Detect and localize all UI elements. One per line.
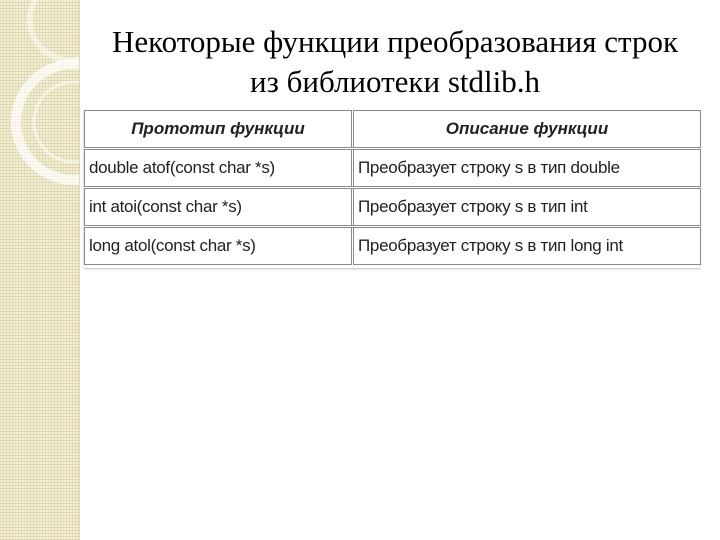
table-row bbox=[85, 227, 701, 265]
cell-description: Преобразует строку s в тип double bbox=[353, 149, 701, 188]
table-header-row bbox=[85, 111, 701, 149]
cell-prototype: int atoi(const char *s) bbox=[85, 188, 353, 227]
decorative-circles-icon bbox=[0, 0, 80, 540]
cell-prototype: long atol(const char *s) bbox=[85, 227, 353, 265]
table-row bbox=[85, 188, 701, 227]
strip-divider bbox=[79, 0, 80, 540]
slide-title bbox=[90, 22, 700, 102]
decorative-side-strip bbox=[0, 0, 80, 540]
functions-table bbox=[84, 110, 701, 265]
cell-description: Преобразует строку s в тип int bbox=[353, 188, 701, 227]
functions-table-wrapper bbox=[84, 110, 700, 268]
header-prototype: Прототип функции bbox=[85, 111, 353, 149]
table-row bbox=[85, 149, 701, 188]
header-description: Описание функции bbox=[353, 111, 701, 149]
cell-prototype: double atof(const char *s) bbox=[85, 149, 353, 188]
title-line-1: Некоторые функции преобразования строк bbox=[111, 24, 679, 59]
title-line-2: из библиотеки stdlib.h bbox=[250, 64, 540, 99]
cell-description: Преобразует строку s в тип long int bbox=[353, 227, 701, 265]
